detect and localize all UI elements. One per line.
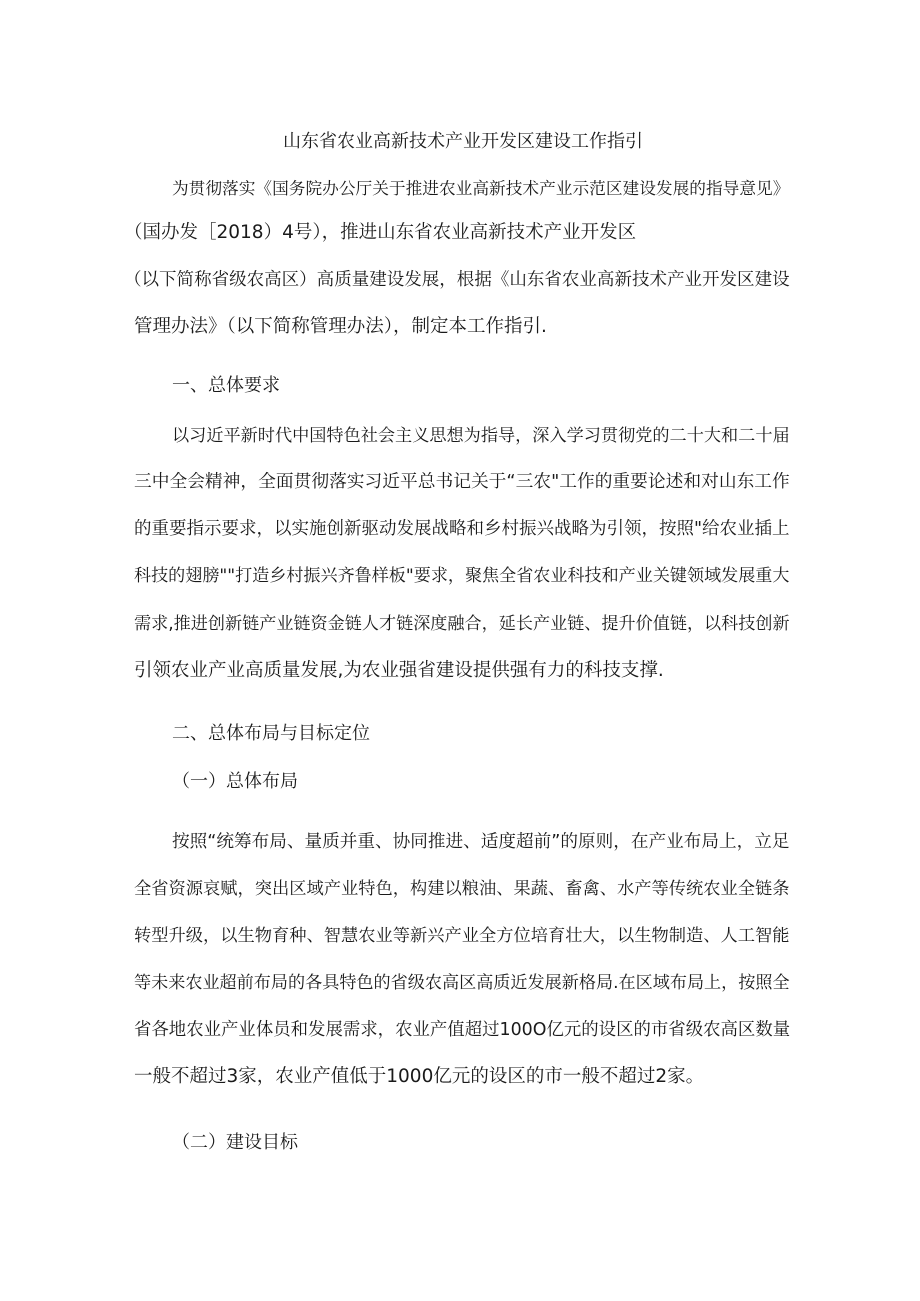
- section-1-heading: 一、总体要求: [172, 375, 280, 396]
- intro-line-4: 管理办法》（以下简称管理办法），制定本工作指引.: [134, 316, 547, 337]
- section-1-line-2: 三中全会精神，全面贯彻落实习近平总书记关于“三农"工作的重要论述和对山东工作: [134, 472, 790, 492]
- subsection-1-heading: （一）总体布局: [172, 771, 298, 792]
- document-title: 山东省农业高新技术产业开发区建设工作指引: [283, 131, 643, 152]
- intro-line-3: （以下简称省级农高区）高质量建设发展，根据《山东省农业高新技术产业开发区建设: [124, 270, 790, 290]
- subsection-1-line-1: 按照“统筹布局、量质并重、协同推进、适度超前”的原则，在产业布局上，立足: [172, 832, 790, 852]
- subsection-1-line-5: 省各地农业产业体员和发展需求，农业产值超过100O亿元的设区的市省级农高区数量: [134, 1020, 791, 1040]
- intro-line-2: （国办发［2018）4号），推进山东省农业高新技术产业开发区: [124, 222, 637, 243]
- subsection-1-line-4: 等未来农业超前布局的各具特色的省级农高区高质近发展新格局.在区域布局上，按照全: [134, 973, 790, 993]
- section-1-line-3: 的重要指示要求，以实施创新驱动发展战略和乡村振兴战略为引领，按照"给农业插上: [134, 519, 790, 539]
- subsection-1-line-3: 转型升级，以生物育种、智慧农业等新兴产业全方位培育壮大，以生物制造、人工智能: [134, 926, 790, 946]
- subsection-2-heading: （二）建设目标: [172, 1132, 298, 1153]
- section-2-heading: 二、总体布局与目标定位: [172, 723, 370, 744]
- section-1-line-6: 引领农业产业高质量发展,为农业强省建设提供强有力的科技支撑.: [134, 660, 664, 681]
- subsection-1-line-2: 全省资源哀赋，突出区域产业特色，构建以粮油、果蔬、畜禽、水产等传统农业全链条: [134, 879, 790, 899]
- section-1-line-4: 科技的翅膀""打造乡村振兴齐鲁样板"要求，聚焦全省农业科技和产业关键领域发展重大: [134, 566, 790, 586]
- section-1-line-1: 以习近平新时代中国特色社会主义思想为指导，深入学习贯彻党的二十大和二十届: [172, 426, 790, 446]
- section-1-line-5: 需求,推进创新链产业链资金链人才链深度融合，延长产业链、提升价值链，以科技创新: [134, 614, 790, 634]
- intro-line-1: 为贯彻落实《国务院办公厅关于推进农业高新技术产业示范区建设发展的指导意见》: [172, 179, 790, 198]
- subsection-1-line-6: 一般不超过3家，农业产值低于1000亿元的设区的市一般不超过2家。: [134, 1066, 705, 1087]
